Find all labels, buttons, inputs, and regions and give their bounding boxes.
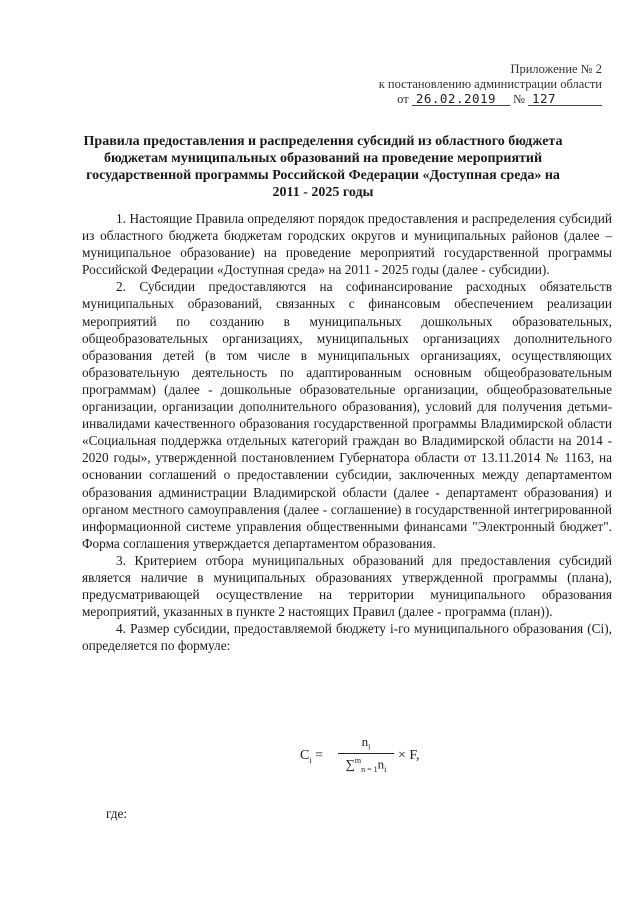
decree-number: 127 (528, 92, 602, 106)
where-label: где: (106, 806, 128, 821)
formula-lhs: $C_i$ = (300, 748, 323, 765)
paragraph-2: 2. Субсидии предоставляются на софинансирование расходных обязательств муниципальных образований, связанных с финансовым обеспечением реализации мероприятий по созданию в муниципальных дошкольных образовательных, общеобразовательных организациях, муниципальных организациях дополнительного образования детей (в том числе в муниципальных организациях, осуществляющих образовательную деятельность по адаптированным основным общеобразовательным программам) (далее - дошкольные образовательные организации, общеобразовательные организации, организации дополнительного образования), условий для получения детьми-инвалидами качественного образования государственной программы Владимирской области «Социальная поддержка отдельных категорий граждан во Владимирской области на 2014 - 2020 годы», утвержденной постановлением Губернатора области от 13.11.2014 № 1163, на основании соглашений о предоставлении субсидии, заключенных между департаментом образования администрации Владимирской области (далее - департамент образования) и органом местного самоуправления (далее - соглашение) в государственной интегрированной информационной системе управления общественными финансами "Электронный бюджет". Форма соглашения утверждается департаментом образования. (82, 279, 612, 551)
subsidy-formula (300, 734, 440, 784)
from-label: от (397, 92, 409, 106)
decree-label: к постановлению администрации области (378, 77, 602, 91)
number-label: № (512, 92, 525, 106)
formula-denominator: $\sum^m_{n = 1}n_i$ (345, 755, 387, 774)
paragraph-1: 1. Настоящие Правила определяют порядок предоставления и распределения субсидий из областного бюджета бюджетам городских округов и муниципальных районов (далее – муниципальное образование) на проведение мероприятий государственной программы Российской Федерации «Доступная среда» на 2011 - 2025 годы (далее - субсидии). (82, 211, 612, 278)
document-title: Правила предоставления и распределения субсидий из областного бюджета бюджетам муниципальных образований на проведение мероприятий государственной программы Российской Федерации «Доступная среда» на 2011 - 2025 годы (83, 134, 563, 200)
paragraph-4-text: 4. Размер субсидии, предоставляемой бюджету i-го муниципального образования (Ci), определяется по формуле: (82, 621, 612, 654)
fraction-bar (338, 753, 394, 754)
formula-numerator: $n_i$ (361, 734, 371, 752)
paragraph-4 (82, 620, 612, 654)
decree-date: 26.02.2019 (412, 92, 510, 106)
document-body (82, 210, 612, 654)
appendix-label: Приложение № 2 (510, 62, 602, 76)
formula-fraction (338, 734, 394, 774)
paragraph-3: 3. Критерием отбора муниципальных образований для предоставления субсидий является наличие в муниципальных образованиях утвержденной программы (плана), предусматривающей осуществление на территории муниципального образования мероприятий, указанных в пункте 2 настоящих Правил (далее - программа (план)). (82, 552, 612, 620)
formula-rhs: × F, (398, 748, 420, 763)
appendix-header (379, 62, 602, 107)
decree-date-number-line (379, 92, 602, 107)
